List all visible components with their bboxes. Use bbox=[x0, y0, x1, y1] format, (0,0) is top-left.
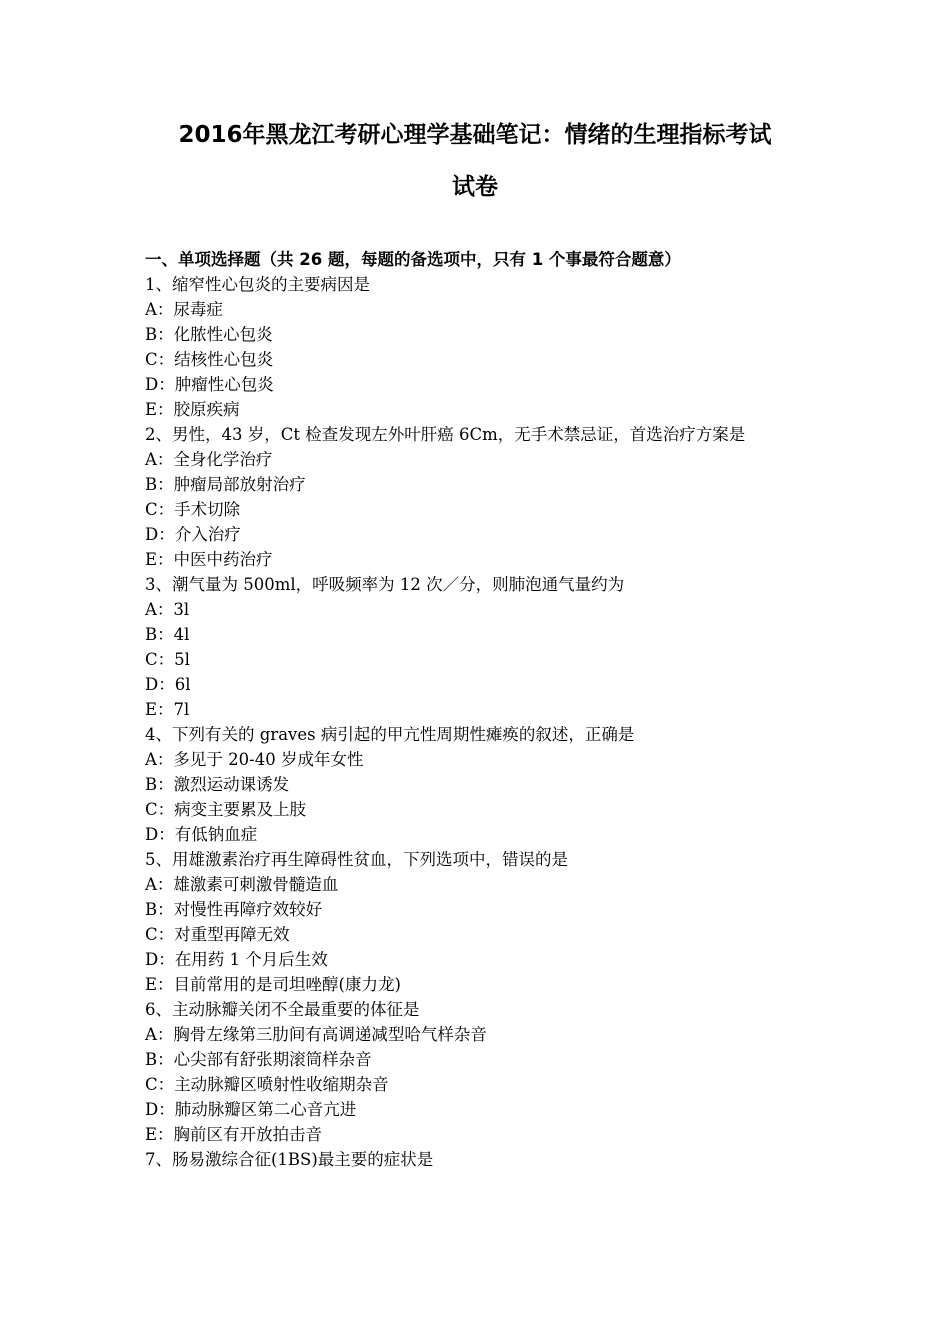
question-stem: 4、下列有关的 graves 病引起的甲亢性周期性瘫痪的叙述，正确是 bbox=[145, 725, 635, 744]
option-c: C：主动脉瓣区喷射性收缩期杂音 bbox=[145, 1075, 389, 1094]
question-stem: 6、主动脉瓣关闭不全最重要的体征是 bbox=[145, 1000, 420, 1019]
option-e: E：胶原疾病 bbox=[145, 400, 240, 419]
document-title-line-1: 2016年黑龙江考研心理学基础笔记：情绪的生理指标考试 bbox=[178, 122, 772, 148]
option-d: D：介入治疗 bbox=[145, 525, 241, 544]
option-b: B：激烈运动课诱发 bbox=[145, 775, 290, 794]
option-b: B：肿瘤局部放射治疗 bbox=[145, 475, 306, 494]
option-e: E：胸前区有开放拍击音 bbox=[145, 1125, 323, 1144]
option-c: C：结核性心包炎 bbox=[145, 350, 274, 369]
question-7 bbox=[145, 1147, 810, 1172]
option-c: C：5l bbox=[145, 650, 190, 669]
option-a: A：全身化学治疗 bbox=[145, 450, 273, 469]
option-b: B：4l bbox=[145, 625, 190, 644]
option-a: A：3l bbox=[145, 600, 190, 619]
question-stem: 7、肠易激综合征(1BS)最主要的症状是 bbox=[145, 1150, 434, 1169]
question-stem: 3、潮气量为 500ml，呼吸频率为 12 次／分，则肺泡通气量约为 bbox=[145, 575, 625, 594]
option-d: D：肿瘤性心包炎 bbox=[145, 375, 274, 394]
question-5 bbox=[145, 847, 810, 997]
question-stem: 5、用雄激素治疗再生障碍性贫血，下列选项中，错误的是 bbox=[145, 850, 568, 869]
option-a: A：胸骨左缘第三肋间有高调递减型哈气样杂音 bbox=[145, 1025, 487, 1044]
option-b: B：心尖部有舒张期滚筒样杂音 bbox=[145, 1050, 372, 1069]
document-title-line-2: 试卷 bbox=[452, 174, 498, 200]
option-e: E：目前常用的是司坦唑醇(康力龙) bbox=[145, 975, 401, 994]
option-a: A：尿毒症 bbox=[145, 300, 223, 319]
option-d: D：肺动脉瓣区第二心音亢进 bbox=[145, 1100, 357, 1119]
question-1 bbox=[145, 272, 810, 422]
question-stem: 2、男性，43 岁，Ct 检查发现左外叶肝癌 6Cm，无手术禁忌证，首选治疗方案是 bbox=[145, 425, 746, 444]
question-4 bbox=[145, 722, 810, 847]
option-c: C：手术切除 bbox=[145, 500, 241, 519]
question-stem: 1、缩窄性心包炎的主要病因是 bbox=[145, 275, 370, 294]
option-d: D：在用药 1 个月后生效 bbox=[145, 950, 328, 969]
option-a: A：多见于 20-40 岁成年女性 bbox=[145, 750, 364, 769]
option-c: C：对重型再障无效 bbox=[145, 925, 290, 944]
option-d: D：6l bbox=[145, 675, 191, 694]
option-e: E：7l bbox=[145, 700, 190, 719]
option-c: C：病变主要累及上肢 bbox=[145, 800, 307, 819]
question-2 bbox=[145, 422, 810, 572]
question-3 bbox=[145, 572, 810, 722]
option-a: A：雄激素可刺激骨髓造血 bbox=[145, 875, 339, 894]
option-d: D：有低钠血症 bbox=[145, 825, 258, 844]
section-header: 一、单项选择题（共 26 题，每题的备选项中，只有 1 个事最符合题意） bbox=[145, 250, 681, 269]
option-b: B：化脓性心包炎 bbox=[145, 325, 273, 344]
option-e: E：中医中药治疗 bbox=[145, 550, 273, 569]
option-b: B：对慢性再障疗效较好 bbox=[145, 900, 323, 919]
question-list bbox=[145, 247, 810, 1172]
question-6 bbox=[145, 997, 810, 1147]
